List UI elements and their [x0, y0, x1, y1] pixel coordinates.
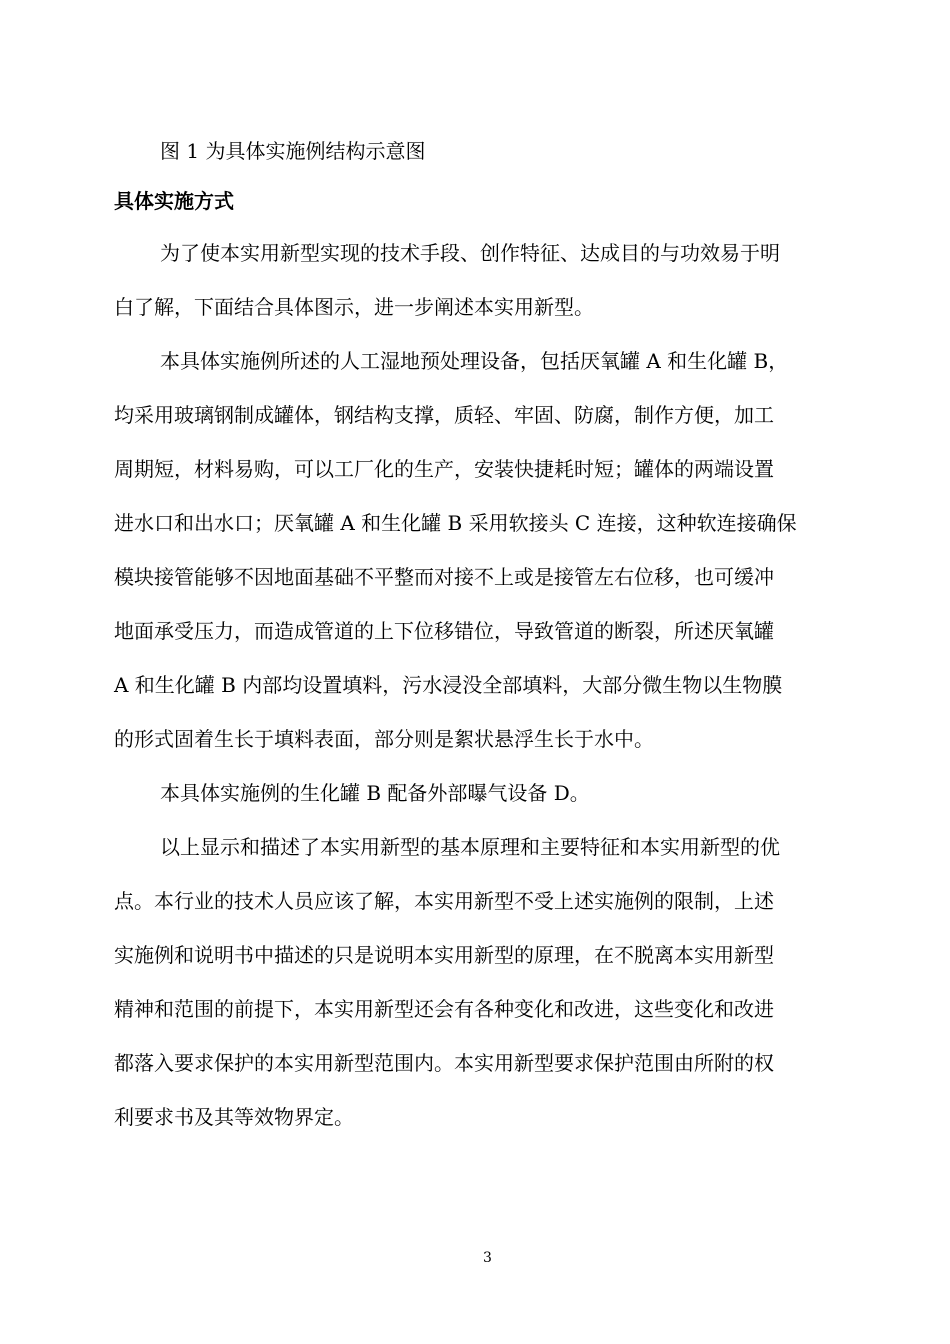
paragraph-2-line-2: 均采用玻璃钢制成罐体，钢结构支撑，质轻、牢固、防腐，制作方便，加工	[114, 403, 774, 427]
paragraph-4-line-5: 都落入要求保护的本实用新型范围内。本实用新型要求保护范围由所附的权	[114, 1051, 774, 1075]
paragraph-2-line-3: 周期短，材料易购，可以工厂化的生产，安装快捷耗时短；罐体的两端设置	[114, 457, 774, 481]
paragraph-2-line-4: 进水口和出水口；厌氧罐 A 和生化罐 B 采用软接头 C 连接，这种软连接确保	[114, 511, 797, 535]
paragraph-2-line-8: 的形式固着生长于填料表面，部分则是絮状悬浮生长于水中。	[114, 727, 654, 751]
paragraph-2-line-7: A 和生化罐 B 内部均设置填料，污水浸没全部填料，大部分微生物以生物膜	[114, 673, 783, 697]
paragraph-1-line-1: 为了使本实用新型实现的技术手段、创作特征、达成目的与功效易于明	[160, 241, 780, 265]
paragraph-2-line-1: 本具体实施例所述的人工湿地预处理设备，包括厌氧罐 A 和生化罐 B，	[160, 349, 789, 373]
page-number: 3	[483, 1250, 492, 1266]
figure-caption: 图 1 为具体实施例结构示意图	[160, 139, 426, 163]
paragraph-4-line-4: 精神和范围的前提下，本实用新型还会有各种变化和改进，这些变化和改进	[114, 997, 774, 1021]
paragraph-4-line-3: 实施例和说明书中描述的只是说明本实用新型的原理，在不脱离本实用新型	[114, 943, 774, 967]
section-heading: 具体实施方式	[114, 189, 234, 213]
paragraph-4-line-2: 点。本行业的技术人员应该了解，本实用新型不受上述实施例的限制，上述	[114, 889, 774, 913]
paragraph-1-line-2: 白了解，下面结合具体图示，进一步阐述本实用新型。	[114, 295, 594, 319]
paragraph-2-line-6: 地面承受压力，而造成管道的上下位移错位，导致管道的断裂，所述厌氧罐	[114, 619, 774, 643]
paragraph-3-line-1: 本具体实施例的生化罐 B 配备外部曝气设备 D。	[160, 781, 590, 805]
paragraph-4-line-1: 以上显示和描述了本实用新型的基本原理和主要特征和本实用新型的优	[160, 835, 780, 859]
paragraph-2-line-5: 模块接管能够不因地面基础不平整而对接不上或是接管左右位移，也可缓冲	[114, 565, 774, 589]
paragraph-4-line-6: 利要求书及其等效物界定。	[114, 1105, 354, 1129]
